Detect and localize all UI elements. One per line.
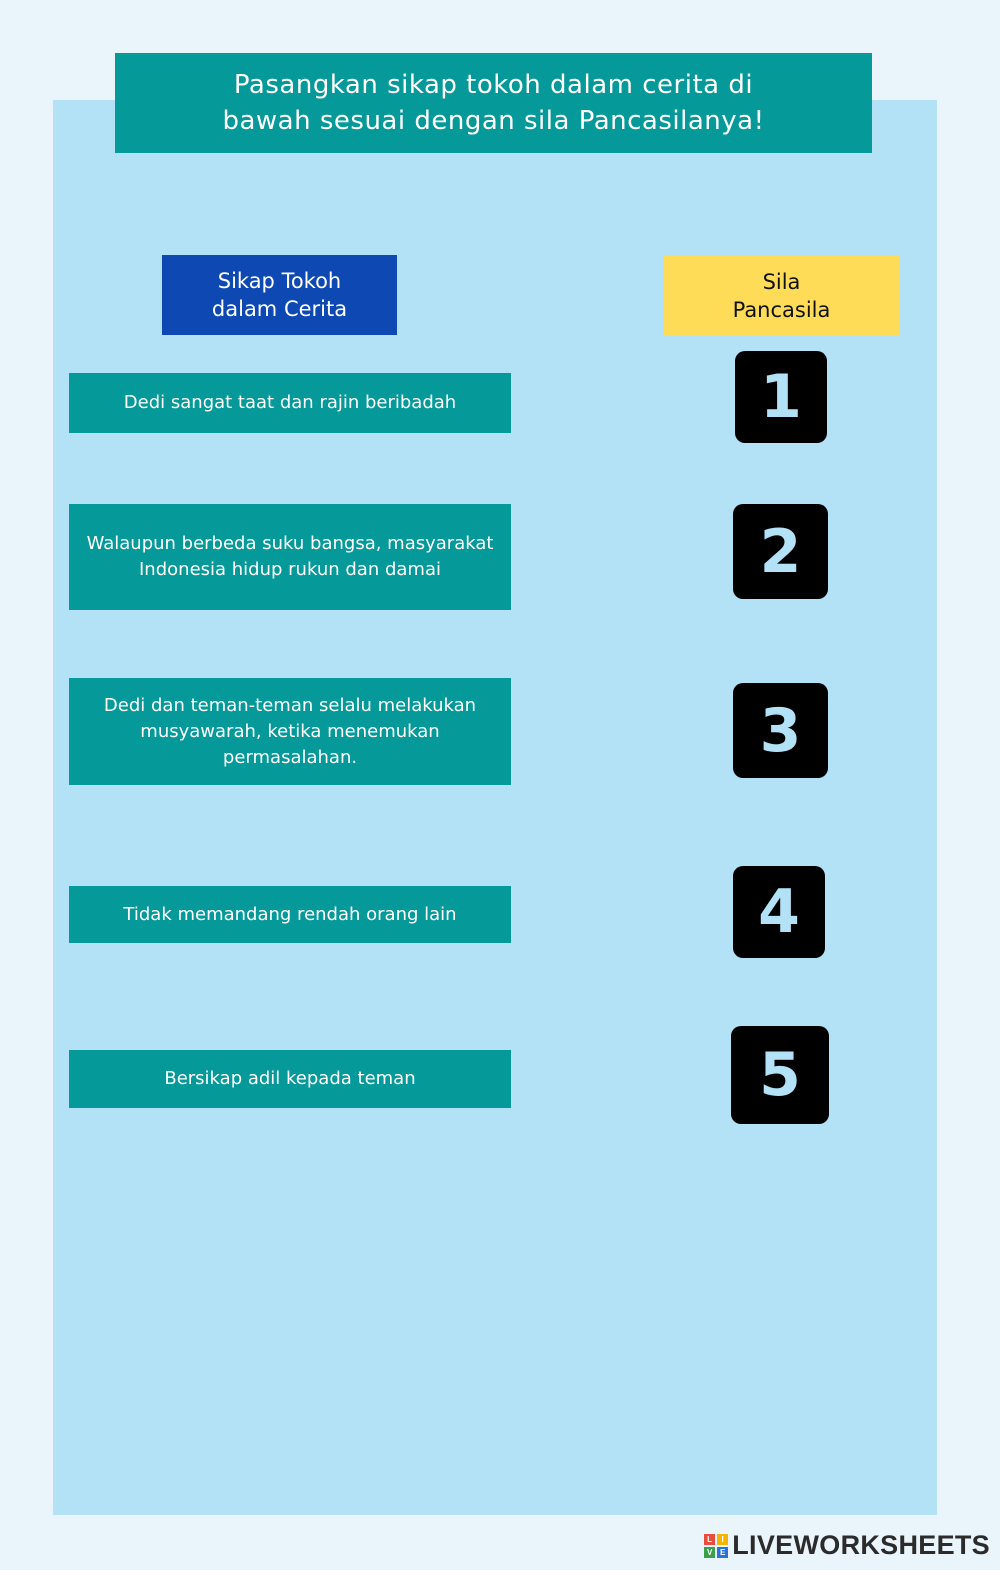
logo-letter: E <box>717 1547 728 1558</box>
logo-letter: L <box>704 1534 715 1545</box>
match-item-text: Bersikap adil kepada teman <box>164 1068 416 1089</box>
left-column-header-text: Sikap Tokoh dalam Cerita <box>211 269 348 321</box>
brand-name: LIVEWORKSHEETS <box>732 1530 990 1560</box>
right-column-header-text: Sila Pancasila <box>732 269 831 322</box>
match-item-2[interactable] <box>69 504 511 610</box>
liveworksheets-brand <box>704 1530 990 1561</box>
sila-number-1[interactable]: 1 <box>735 351 827 443</box>
match-item-text: Dedi dan teman-teman selalu melakukan musyawarah, ketika menemukan permasalahan. <box>103 694 477 768</box>
match-item-3[interactable] <box>69 678 511 785</box>
logo-letter: I <box>717 1534 728 1545</box>
match-item-4[interactable] <box>69 886 511 943</box>
right-column-header <box>664 255 899 336</box>
match-item-5[interactable] <box>69 1050 511 1108</box>
match-item-text: Tidak memandang rendah orang lain <box>123 903 457 925</box>
instruction-title <box>115 53 872 153</box>
left-column-header <box>162 255 397 335</box>
match-item-text: Walaupun berbeda suku bangsa, masyarakat Indonesia hidup rukun dan damai <box>86 533 494 580</box>
logo-letter: V <box>704 1547 715 1558</box>
sila-number-2[interactable]: 2 <box>733 504 828 599</box>
sila-number-3[interactable]: 3 <box>733 683 828 778</box>
sila-number-5[interactable]: 5 <box>731 1026 829 1124</box>
match-item-1[interactable] <box>69 373 511 433</box>
sila-number-4[interactable]: 4 <box>733 866 825 958</box>
instruction-title-text: Pasangkan sikap tokoh dalam cerita di bawah sesuai dengan sila Pancasilanya! <box>222 70 765 136</box>
match-item-text: Dedi sangat taat dan rajin beribadah <box>123 392 457 413</box>
liveworksheets-logo-icon <box>704 1534 728 1558</box>
